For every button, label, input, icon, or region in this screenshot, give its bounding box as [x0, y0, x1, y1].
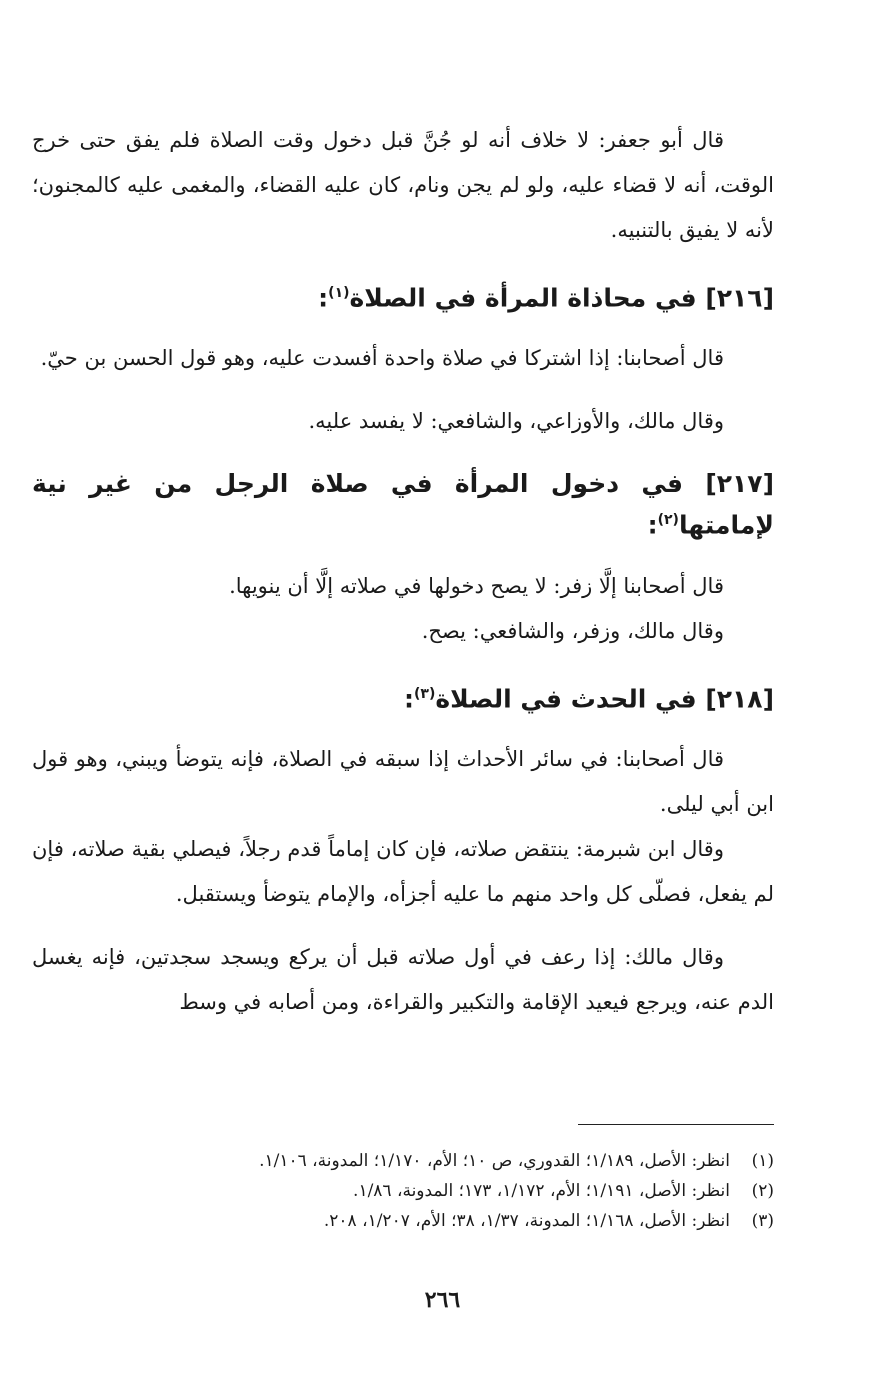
heading-colon: : [318, 283, 329, 313]
paragraph-malik-217: وقال مالك، وزفر، والشافعي: يصح. [421, 618, 724, 643]
footnote-item [32, 1206, 774, 1236]
heading-text: [٢١٧] في دخول المرأة في صلاة الرجل من غير نية لإمامتها [32, 469, 774, 540]
footnote-item [32, 1176, 774, 1206]
footnote-text: انظر: الأصل، ١/١٩١؛ الأم، ١/١٧٢، ١٧٣؛ المدونة، ١/٨٦. [353, 1181, 730, 1201]
section-heading-216 [32, 275, 774, 316]
paragraph-malik-216: وقال مالك، والأوزاعي، والشافعي: لا يفسد عليه. [308, 409, 724, 434]
paragraph-ashabuna-217: قال أصحابنا إلَّا زفر: لا يصح دخولها في صلاته إلَّا أن ينويها. [229, 573, 724, 598]
footnote-item [32, 1146, 774, 1176]
paragraph-ibn-shubruma: وقال ابن شبرمة: ينتقض صلاته، فإن كان إماماً قدم رجلاً، فيصلي بقية صلاته، فإن لم يفعل، فصلّى كل واحد منهم ما عليه أجزأه، والإمام يتوضأ ويستقبل. [32, 836, 774, 906]
page-body [32, 118, 774, 1025]
paragraph-abu-jafar: قال أبو جعفر: لا خلاف أنه لو جُنَّ قبل دخول وقت الصلاة فلم يفق حتى خرج الوقت، أنه لا قضاء عليه، ولو لم يجن ونام، كان عليه القضاء، والمغمى عليه كالمجنون؛ لأنه لا يفيق بالتنبيه. [32, 128, 774, 242]
heading-text: [٢١٦] في محاذاة المرأة في الصلاة [349, 283, 774, 313]
section-heading-218 [32, 676, 774, 717]
heading-colon: : [647, 510, 658, 540]
footnote-text: انظر: الأصل، ١/١٨٩؛ القدوري، ص ١٠؛ الأم، ١/١٧٠؛ المدونة، ١/١٠٦. [259, 1151, 730, 1171]
footnote-text: انظر: الأصل، ١/١٦٨؛ المدونة، ١/٣٧، ٣٨؛ الأم، ١/٢٠٧، ٢٠٨. [323, 1211, 730, 1231]
footnote-ref: (١) [328, 285, 350, 301]
footnote-number: (١) [751, 1151, 774, 1171]
footnote-ref: (٢) [657, 512, 679, 529]
paragraph-ashabuna-218: قال أصحابنا: في سائر الأحداث إذا سبقه في الصلاة، فإنه يتوضأ ويبني، وهو قول ابن أبي ليلى. [32, 746, 774, 816]
heading-colon: : [403, 683, 414, 713]
footnotes [32, 1146, 774, 1236]
paragraph-ashabuna-216: قال أصحابنا: إذا اشتركا في صلاة واحدة أفسدت عليه، وهو قول الحسن بن حيّ. [40, 346, 724, 371]
page-number: ٢٦٦ [424, 1287, 461, 1313]
heading-text: [٢١٨] في الحدث في الصلاة [435, 683, 774, 713]
footnote-number: (٣) [751, 1211, 774, 1231]
section-heading-217 [32, 466, 774, 543]
paragraph-malik-218: وقال مالك: إذا رعف في أول صلاته قبل أن يركع ويسجد سجدتين، فإنه يغسل الدم عنه، ويرجع فيعيد الإقامة والتكبير والقراءة، ومن أصابه في وسط [32, 944, 774, 1014]
footnote-ref: (٣) [413, 685, 436, 702]
footnote-number: (٢) [751, 1181, 774, 1201]
footnote-divider [578, 1124, 774, 1125]
